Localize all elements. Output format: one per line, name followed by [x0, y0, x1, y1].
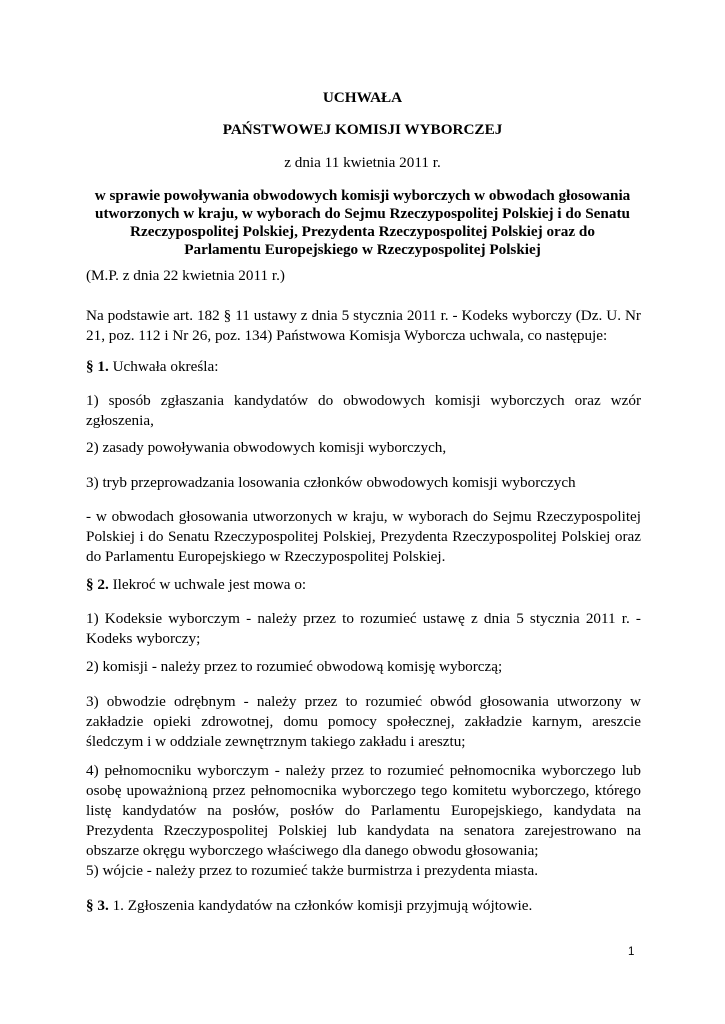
section-1-item-3: 3) tryb przeprowadzania losowania członków obwodowych komisji wyborczych — [86, 474, 576, 491]
section-2-heading — [86, 575, 641, 595]
section-3-text: 1. Zgłoszenia kandydatów na członków komisji przyjmują wójtowie. — [112, 897, 533, 914]
publication-note: (M.P. z dnia 22 kwietnia 2011 r.) — [86, 267, 285, 284]
section-2-item-1: 1) Kodeksie wyborczym - należy przez to rozumieć ustawę z dnia 5 stycznia 2011 r. - Kodeks wyborczy; — [86, 610, 641, 647]
document-date: z dnia 11 kwietnia 2011 r. — [284, 154, 441, 171]
document-subject: w sprawie powoływania obwodowych komisji wyborczych w obwodach głosowania utworzonych w kraju, w wyborach do Sejmu Rzeczypospolitej Polskiej i do Senatu Rzeczypospolitej Polskiej, Prezydenta Rzeczypospolitej Polskiej oraz do Parlamentu Europejskiego w Rzeczypospolitej Polskiej — [94, 187, 631, 258]
section-1-label: § 1. — [86, 358, 109, 375]
section-2-item-2: 2) komisji - należy przez to rozumieć obwodową komisję wyborczą; — [86, 658, 503, 675]
section-1-intro: Uchwała określa: — [112, 358, 219, 375]
section-2-intro: Ilekroć w uchwale jest mowa o: — [112, 576, 307, 593]
preamble: Na podstawie art. 182 § 11 ustawy z dnia 5 stycznia 2011 r. - Kodeks wyborczy (Dz. U. Nr 21, poz. 112 i Nr 26, poz. 134) Państwowa Komisja Wyborcza uchwala, co następuje: — [86, 307, 641, 344]
section-1-heading — [86, 357, 641, 377]
section-2-item-3: 3) obwodzie odrębnym - należy przez to rozumieć obwód głosowania utworzony w zakładzie opieki zdrowotnej, domu pomocy społecznej, zakładzie karnym, areszcie śledczym i w oddziale zewnętrznym takiego zakładu i aresztu; — [86, 693, 641, 750]
document-issuer: PAŃSTWOWEJ KOMISJI WYBORCZEJ — [222, 121, 503, 138]
section-1-closing: - w obwodach głosowania utworzonych w kraju, w wyborach do Sejmu Rzeczypospolitej Polskiej i do Senatu Rzeczypospolitej Polskiej, Prezydenta Rzeczypospolitej Polskiej oraz do Parlamentu Europejskiego w Rzeczypospolitej Polskiej. — [86, 508, 641, 565]
section-1-item-2: 2) zasady powoływania obwodowych komisji wyborczych, — [86, 439, 447, 456]
section-3-label: § 3. — [86, 897, 109, 914]
section-2-item-4: 4) pełnomocniku wyborczym - należy przez to rozumieć pełnomocnika wyborczego lub osobę upoważnioną przez pełnomocnika wyborczego tego komitetu wyborczego, którego listę kandydatów na posłów, posłów do Parlamentu Europejskiego, kandydata na Prezydenta Rzeczypospolitej Polskiej lub kandydata na senatora zarejestrowano na obszarze okręgu wyborczego właściwego dla danego obwodu głosowania; — [86, 762, 641, 859]
section-2-item-5: 5) wójcie - należy przez to rozumieć także burmistrza i prezydenta miasta. — [86, 862, 539, 879]
section-3-heading — [86, 896, 641, 916]
section-1-item-1: 1) sposób zgłaszania kandydatów do obwodowych komisji wyborczych oraz wzór zgłoszenia, — [86, 392, 641, 429]
section-2-label: § 2. — [86, 576, 109, 593]
page-number: 1 — [628, 946, 635, 958]
document-title: UCHWAŁA — [322, 89, 403, 106]
